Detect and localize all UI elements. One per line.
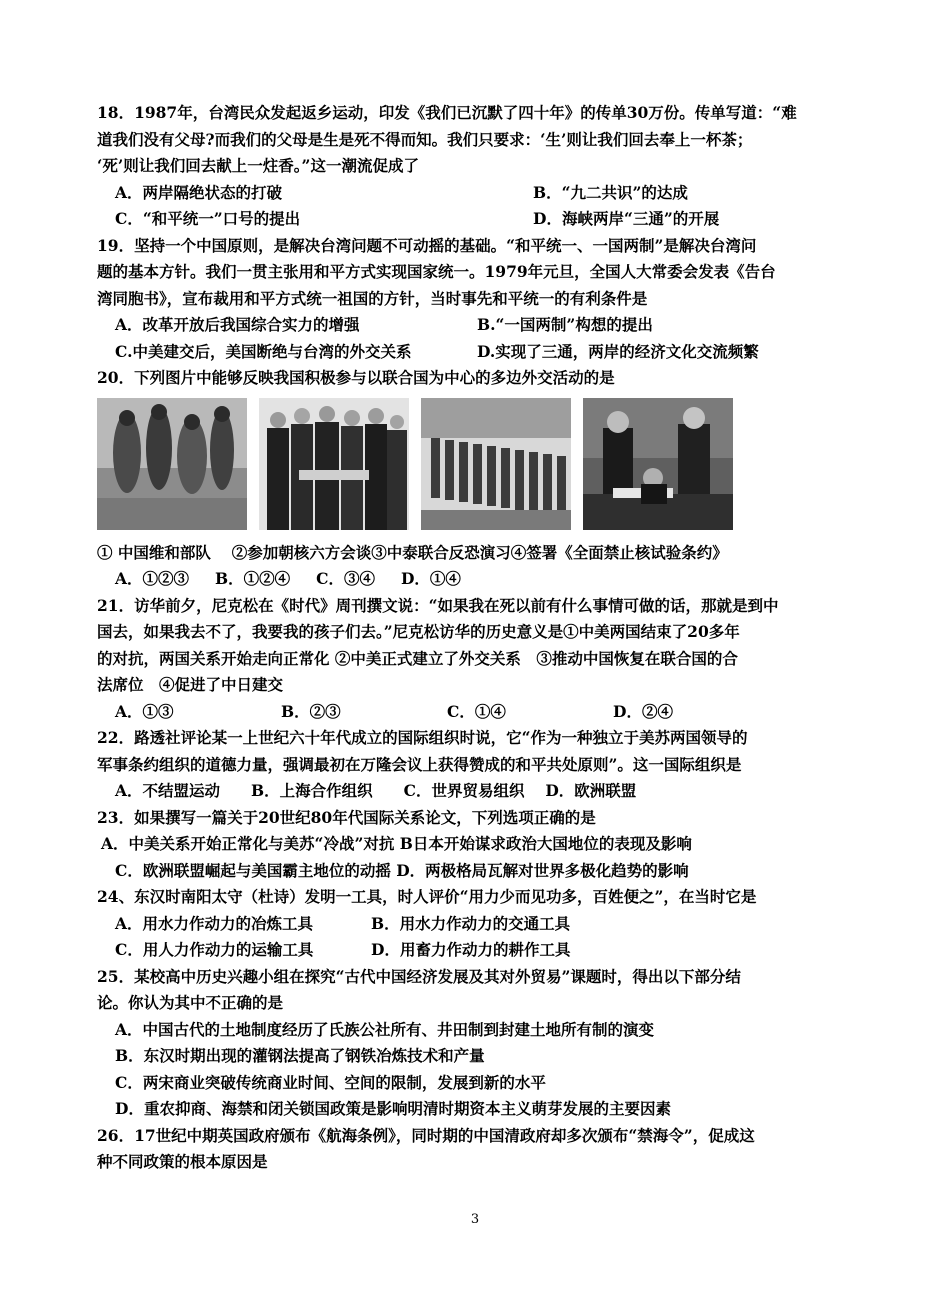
option-c: C．两宋商业突破传统商业时间、空间的限制，发展到新的水平 xyxy=(115,1072,546,1092)
question-stem-line: 法席位 ④促进了中日建交 xyxy=(97,675,284,694)
question-stem-line: 22．路透社评论某一上世纪六十年代成立的国际组织时说，它“作为一种独立于美苏两国领导的 xyxy=(97,728,748,747)
question-stem-line: 的对抗，两国关系开始走向正常化 ②中美正式建立了外交关系 ③推动中国恢复在联合国的合 xyxy=(97,648,738,668)
option-c: C．③④ xyxy=(316,569,375,588)
option-b: B．东汉时期出现的灌钢法提高了钢铁冶炼技术和产量 xyxy=(115,1046,485,1065)
question-list xyxy=(97,100,857,1176)
question-22 xyxy=(97,725,857,805)
question-stem-line: 军事条约组织的道德力量，强调最初在万隆会议上获得赞成的和平共处原则”。这一国际组织是 xyxy=(97,754,742,774)
question-stem-line: 26．17世纪中期英国政府颁布《航海条例》，同时期的中国清政府却多次颁布“禁海令”，促成这 xyxy=(97,1125,755,1145)
question-18 xyxy=(97,100,857,233)
option-a: A．两岸隔绝状态的打破 xyxy=(115,182,283,202)
option-d: D．重农抑商、海禁和闭关锁国政策是影响明清时期资本主义萌芽发展的主要因素 xyxy=(115,1099,671,1118)
question-21 xyxy=(97,593,857,726)
option-d: D．①④ xyxy=(400,569,461,588)
question-stem-line: 18．1987年，台湾民众发起返乡运动，印发《我们已沉默了四十年》的传单30万份。传单写道：“难 xyxy=(97,103,797,122)
question-20 xyxy=(97,365,857,593)
question-19 xyxy=(97,233,857,366)
question-stem-line: 23．如果撰写一篇关于20世纪80年代国际关系论文，下列选项正确的是 xyxy=(97,807,596,827)
option-b: B．①②④ xyxy=(215,569,291,588)
option-c: C．用人力作动力的运输工具 xyxy=(115,940,314,959)
option-b: B．“九二共识”的达成 xyxy=(533,182,688,202)
question-stem-line: 21．访华前夕，尼克松在《时代》周刊撰文说：“如果我在死以前有什么事情可做的话，那就是到中 xyxy=(97,595,779,615)
question-stem-line: 25．某校高中历史兴趣小组在探究“古代中国经济发展及其对外贸易”课题时，得出以下部分结 xyxy=(97,966,741,986)
option-line: A．中美关系开始正常化与美苏“冷战”对抗 B日本开始谋求政治大国地位的表现及影响 xyxy=(101,834,692,853)
treaty-signing-photo xyxy=(583,398,733,530)
option-b: B．用水力作动力的交通工具 xyxy=(371,913,571,933)
option-a: A．用水力作动力的冶炼工具 xyxy=(115,913,314,933)
option-b: B.“一国两制”构想的提出 xyxy=(477,315,653,334)
six-party-talks-photo xyxy=(259,398,409,530)
option-d: D.实现了三通，两岸的经济文化交流频繁 xyxy=(477,341,759,361)
question-23 xyxy=(97,805,857,885)
photo-row xyxy=(97,398,857,530)
question-stem-line: 道我们没有父母?而我们的父母是生是死不得而知。我们只要求：‘生’则让我们回去奉上一杯茶； xyxy=(97,129,753,149)
question-stem-line: 论。你认为其中不正确的是 xyxy=(97,993,284,1012)
option-c: C．①④ xyxy=(447,701,506,721)
question-25 xyxy=(97,964,857,1123)
option-c: C．“和平统一”口号的提出 xyxy=(115,209,301,228)
question-stem-line: 题的基本方针。我们一贯主张用和平方式实现国家统一。1979年元旦，全国人大常委会发表《告台 xyxy=(97,262,776,281)
question-stem-line: ‘死’则让我们回去献上一炷香。”这一潮流促成了 xyxy=(97,156,419,175)
option-c: C.中美建交后，美国断绝与台湾的外交关系 xyxy=(115,341,412,361)
question-24 xyxy=(97,884,857,964)
option-a: A．改革开放后我国综合实力的增强 xyxy=(115,315,360,334)
option-a: A．①②③ xyxy=(115,569,190,588)
option-a: A．中国古代的土地制度经历了氏族公社所有、井田制到封建土地所有制的演变 xyxy=(115,1019,655,1039)
question-stem-line: 19．坚持一个中国原则，是解决台湾问题不可动摇的基础。“和平统一、一国两制”是解决台湾问 xyxy=(97,235,757,255)
joint-exercise-photo xyxy=(421,398,571,530)
question-stem-line: 种不同政策的根本原因是 xyxy=(97,1152,268,1171)
peacekeeping-troops-photo xyxy=(97,398,247,530)
question-stem-line: 24、东汉时南阳太守（杜诗）发明一工具，时人评价“用力少而见功多，百姓便之”，在当时它是 xyxy=(97,887,757,906)
question-26 xyxy=(97,1123,857,1176)
option-line: C．欧洲联盟崛起与美国霸主地位的动摇 D．两极格局瓦解对世界多极化趋势的影响 xyxy=(115,860,689,880)
option-a: A．①③ xyxy=(115,701,174,721)
question-stem-line: 湾同胞书》，宣布裁用和平方式统一祖国的方针，当时事先和平统一的有利条件是 xyxy=(97,288,648,308)
page-number: 3 xyxy=(470,1212,480,1227)
question-stem-line: 20．下列图片中能够反映我国积极参与以联合国为中心的多边外交活动的是 xyxy=(97,368,615,387)
option-d: D．②④ xyxy=(613,701,673,721)
option-d: D．用畜力作动力的耕作工具 xyxy=(371,940,571,959)
photo-caption: ① 中国维和部队 ②参加朝核六方会谈③中泰联合反恐演习④签署《全面禁止核试验条约》 xyxy=(97,542,728,562)
option-line: A．不结盟运动 B．上海合作组织 C．世界贸易组织 D．欧洲联盟 xyxy=(115,781,637,800)
option-b: B．②③ xyxy=(281,701,341,721)
question-stem-line: 国去，如果我去不了，我要我的孩子们去。”尼克松访华的历史意义是①中美两国结束了20多年 xyxy=(97,622,740,641)
option-d: D．海峡两岸“三通”的开展 xyxy=(533,209,720,228)
